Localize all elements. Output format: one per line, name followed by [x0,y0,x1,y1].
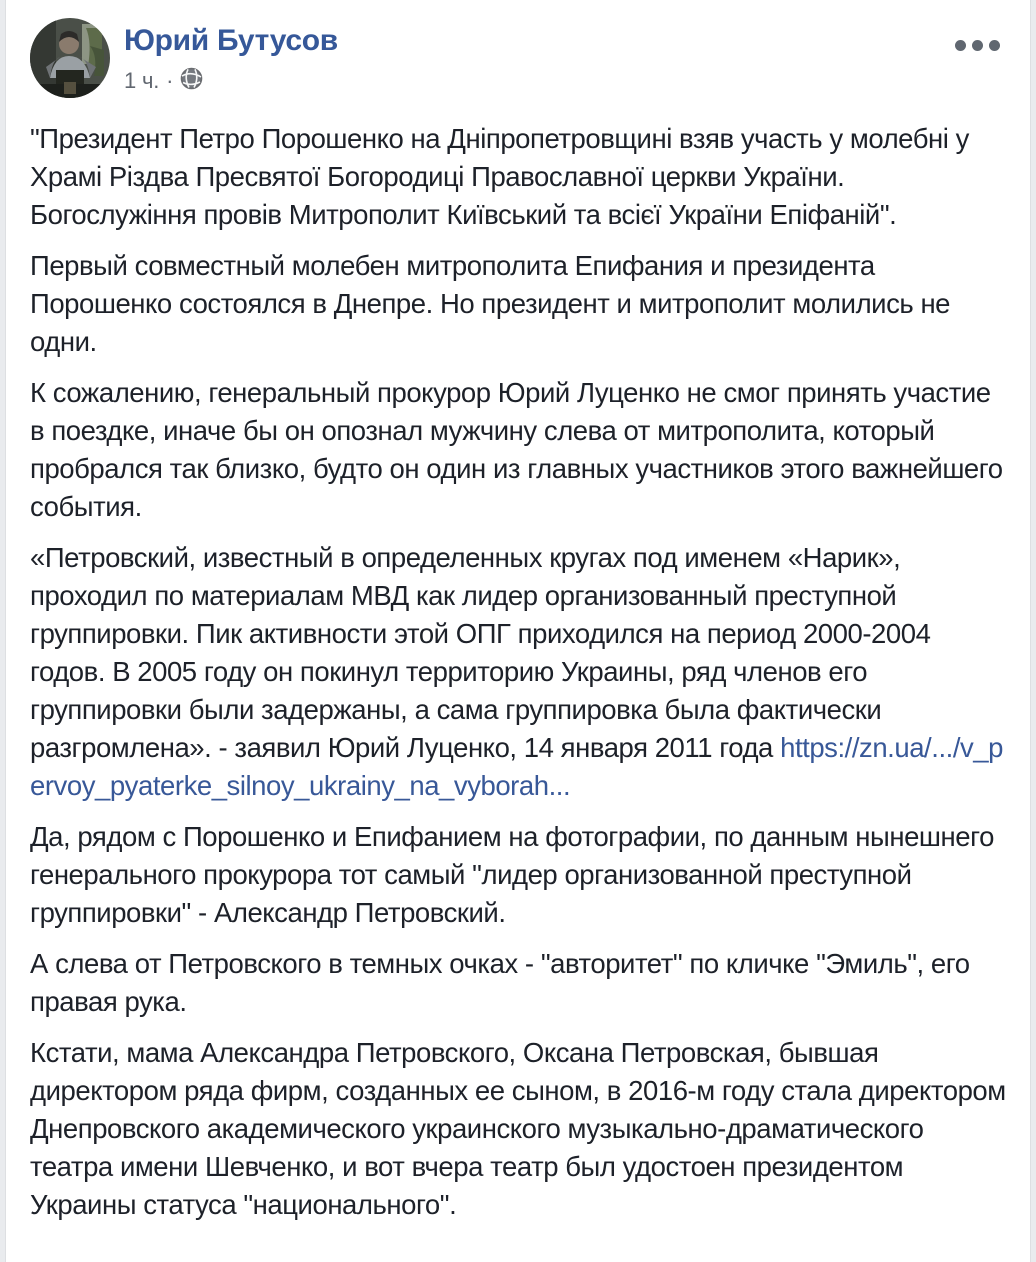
post-menu-button[interactable] [949,34,1006,57]
post-paragraph: Да, рядом с Порошенко и Епифанием на фотографии, по данным нынешнего генерального прокурора тот самый "лидер организованной преступной группировки" - Александр Петровский. [30,821,994,928]
post-paragraph: Первый совместный молебен митрополита Епифания и президента Порошенко состоялся в Днепре. Но президент и митрополит молились не одни. [30,250,951,357]
post-header [30,18,1006,98]
post-link[interactable]: https://zn.ua/.../v_pervoy_pyaterke_silnoy_ukrainy_na_vyborah... [30,732,1003,801]
post-text [30,120,1006,1224]
post-paragraph: "Президент Петро Порошенко на Дніпропетровщині взяв участь у молебні у Храмі Різдва Пресвятої Богородиці Православної церкви України. Богослужіння провів Митрополит Київський та всієї України Епіфаній". [30,123,969,230]
post-paragraph: Кстати, мама Александра Петровского, Оксана Петровская, бывшая директором ряда фирм, созданных ее сыном, в 2016-м году стала директором Днепровского академического украинского музыкально-драматического театра имени Шевченко, и вот вчера театр был удостоен президентом Украины статуса "национального". [30,1037,1006,1220]
ellipsis-icon [989,40,1000,51]
globe-icon [180,67,203,96]
post-paragraph: А слева от Петровского в темных очках - "авторитет" по кличке "Эмиль", его правая рука. [30,948,970,1017]
avatar-photo-placeholder [30,18,110,98]
timestamp[interactable]: 1 ч. [124,67,160,93]
post-paragraph: К сожалению, генеральный прокурор Юрий Луценко не смог принять участие в поездке, иначе бы он опознал мужчину слева от митрополита, который пробрался так близко, будто он один из главных участников этого важнейшего события. [30,377,1003,522]
ellipsis-icon [972,40,983,51]
post-card [5,0,1031,1262]
post-paragraph-text: «Петровский, известный в определенных кругах под именем «Нарик», проходил по материалам МВД как лидер организованный преступной группировки. Пик активности этой ОПГ приходился на период 2000-2004 годов. В 2005 году он покинул территорию Украины, ряд членов его группировки были задержаны, а сама группировка была фактически разгромлена». - заявил Юрий Луценко, 14 января 2011 года [30,542,931,763]
meta-separator: · [166,67,174,93]
header-meta [124,18,338,96]
avatar[interactable] [30,18,110,98]
post-meta-line [124,65,338,96]
ellipsis-icon [955,40,966,51]
author-name-link[interactable]: Юрий Бутусов [124,24,338,57]
post-paragraph [30,539,1006,805]
